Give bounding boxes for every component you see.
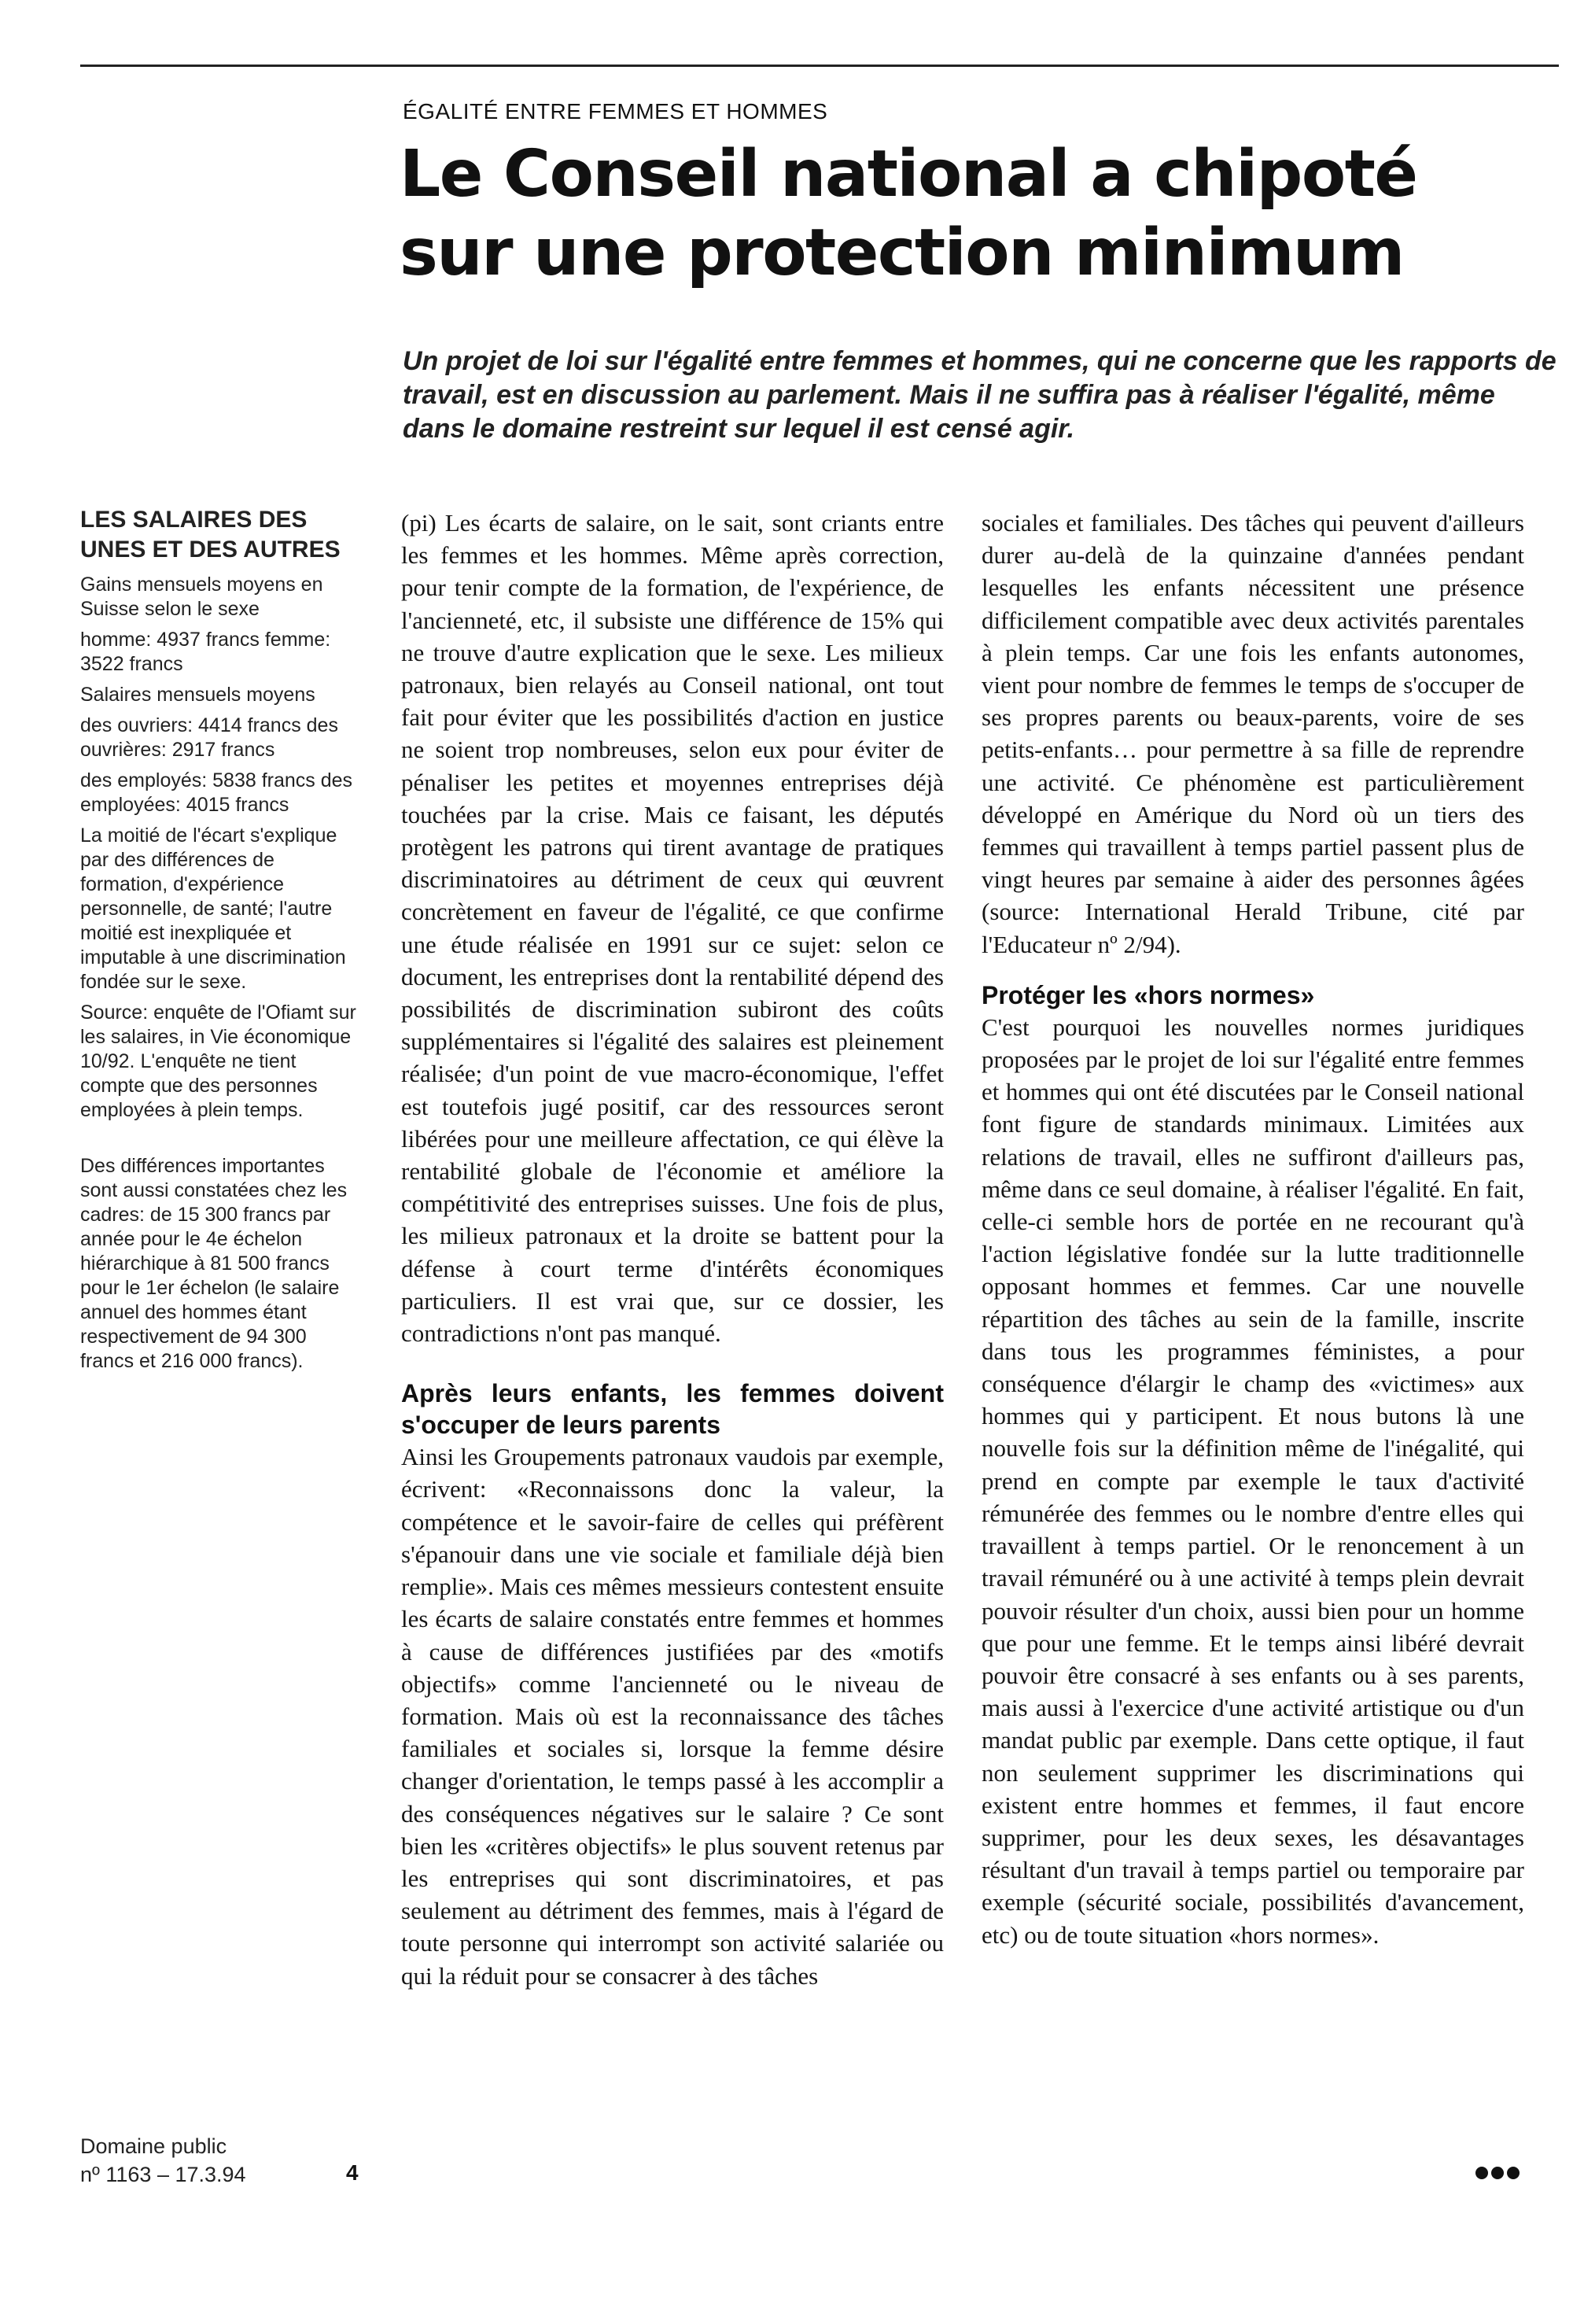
sidebar-item: des ouvriers: 4414 francs des ouvrières: 2917 francs (80, 714, 338, 761)
article-title: Le Conseil national a chipoté sur une protection minimum (400, 137, 1417, 290)
end-dot (1491, 2167, 1504, 2179)
body-paragraph: (pi) Les écarts de salaire, on le sait, sont criants entre les femmes et les hommes. Même après correction, pour tenir compte de la formation, de l'expérience, de l'ancienneté, etc, il subsiste une différence de 15% qui ne trouve d'autre explication que le sexe. Les milieux patronaux, bien relayés au Conseil national, ont tout fait pour éviter que les possibilités d'action en justice ne soient trop nombreuses, selon eux pour éviter de pénaliser les petites et moyennes entreprises déjà touchées par la crise. Mais ce faisant, les députés protègent les patrons qui tirent avantage de pratiques discriminatoires au détriment de ceux qui œuvrent concrètement en faveur de l'égalité, ce que confirme une étude réalisée en 1991 sur ce sujet: selon ce document, les entreprises dont la rentabilité dépend des possibilités de discrimination subiront des coûts supplémentaires si l'égalité des salaires est pleinement réalisée; d'un point de vue macro-économique, l'effet est toutefois jugé positif, car des ressources seront libérées pour une meilleure affectation, ce qui élève la rentabilité globale de l'économie et améliore la compétitivité des entreprises suisses. Une fois de plus, les milieux patronaux et la droite se battent pour la défense à court terme d'intérêts économiques particuliers. Il est vrai que, sur ce dossier, les contradictions n'ont pas manqué. (401, 509, 944, 1348)
section-heading: Après leurs enfants, les femmes doivent s'occuper de leurs parents (401, 1379, 944, 1440)
sidebar-item: homme: 4937 francs femme: 3522 francs (80, 629, 331, 675)
publication-footer (80, 2132, 379, 2189)
end-of-article-mark (1475, 2167, 1523, 2183)
body-paragraph: C'est pourquoi les nouvelles normes juridiques proposées par le projet de loi sur l'égalité entre femmes et hommes qui ont été discutées par le Conseil national font figure de standards minimaux. Limitées aux relations de travail, elles ne suffiront d'ailleurs pas, même dans ce seul domaine, à réaliser l'égalité. En fait, celle-ci semble hors de portée en ne recourant qu'à l'action législative fondée sur la lutte traditionnelle opposant hommes et femmes. Car une nouvelle répartition des tâches au sein de la famille, inscrite dans tous les programmes féministes, a pour conséquence d'élargir le champ des «victimes» aux hommes qui y participent. Et nous butons là une nouvelle fois sur la définition même de l'inégalité, qui prend en compte par exemple le taux d'activité rémunérée des femmes ou le nombre d'entre elles qui travaillent à temps partiel. Or le renoncement à un travail rémunéré ou à une activité à temps plein devrait pouvoir résulter d'un choix, aussi bien pour un homme que pour une femme. Et le temps ainsi libéré devrait pouvoir être consacré à ses enfants ou à ses parents, mais aussi à l'exercice d'une activité artistique ou d'un mandat public par exemple. Dans cette optique, il faut non seulement supprimer les discriminations qui existent entre hommes et femmes, il faut encore supprimer, pour les deux sexes, les désavantages résultant d'un travail à temps partiel ou temporaire par exemple (sécurité sociale, possibilités d'avancement, etc) ou de toute situation «hors normes». (982, 1013, 1524, 1949)
body-paragraph: Ainsi les Groupements patronaux vaudois par exemple, écrivent: «Reconnaissons donc la valeur, la compétence et le savoir-faire de celles qui préfèrent s'épanouir dans une vie sociale et familiale déjà bien remplie». Mais ces mêmes messieurs contestent ensuite les écarts de salaire constatés entre femmes et hommes à cause de différences justifiées par des «motifs objectifs» comme l'ancienneté ou le niveau de formation. Mais où est la reconnaissance des tâches familiales et sociales si, lorsque la femme désire changer d'orientation, le temps passé à les accomplir a des conséquences négatives sur le salaire ? Ce sont bien les «critères objectifs» le plus souvent retenus par les entreprises qui sont discriminatoires, et pas seulement au détriment des femmes, mais à l'égard de toute personne qui interrompt son activité salariée ou qui la réduit pour se consacrer à des tâches (401, 1443, 944, 1990)
sidebar-item: des employés: 5838 francs des employées: 4015 francs (80, 769, 353, 816)
publication-name: Domaine public (80, 2134, 227, 2158)
end-dot (1507, 2167, 1520, 2179)
article-kicker: ÉGALITÉ ENTRE FEMMES ET HOMMES (403, 99, 828, 124)
salary-sidebar (80, 505, 363, 1380)
sidebar-item: Gains mensuels moyens en Suisse selon le sexe (80, 574, 323, 620)
body-column-2 (982, 507, 1524, 1951)
body-column-1 (401, 507, 944, 1992)
sidebar-item: La moitié de l'écart s'explique par des différences de formation, d'expérience personnelle, de santé; l'autre moitié est inexpliquée et imputable à une discrimination fondée sur le sexe. (80, 824, 346, 993)
sidebar-note: Des différences importantes sont aussi constatées chez les cadres: de 15 300 francs par année pour le 4e échelon hiérarchique à 81 500 francs pour le 1er échelon (le salaire annuel des hommes étant respectivement de 94 300 francs et 216 000 francs). (80, 1155, 348, 1372)
sidebar-item: Salaires mensuels moyens (80, 684, 315, 706)
section-heading: Protéger les «hors normes» (982, 980, 1315, 1009)
issue-number: nº 1163 – 17.3.94 (80, 2163, 246, 2186)
sidebar-source: Source: enquête de l'Ofiamt sur les salaires, in Vie économique 10/92. L'enquête ne tient compte que des personnes employées à plein temps. (80, 1002, 356, 1121)
end-dot (1475, 2167, 1488, 2179)
sidebar-heading: LES SALAIRES DES UNES ET DES AUTRES (80, 507, 341, 563)
article-lead: Un projet de loi sur l'égalité entre femmes et hommes, qui ne concerne que les rapports de travail, est en discussion au parlement. Mais il ne suffira pas à réaliser l'égalité, même dans le domaine restreint sur lequel il est censé agir. (403, 346, 1556, 444)
top-rule (80, 65, 1559, 67)
page-number: 4 (346, 2160, 359, 2185)
body-paragraph: sociales et familiales. Des tâches qui peuvent d'ailleurs durer au-delà de la quinzaine d'années pendant lesquelles les enfants nécessitent une présence difficilement compatible avec deux activités parentales à plein temps. Car une fois les enfants autonomes, vient pour nombre de femmes le temps de s'occuper de ses propres parents ou beaux-parents, voire de ses petits-enfants… pour permettre à sa fille de reprendre une activité. Ce phénomène est particulièrement développé en Amérique du Nord où un tiers des femmes qui travaillent à temps partiel passent plus de vingt heures par semaine à aider des personnes âgées (source: International Herald Tribune, cité par l'Educateur nº 2/94). (982, 509, 1524, 958)
